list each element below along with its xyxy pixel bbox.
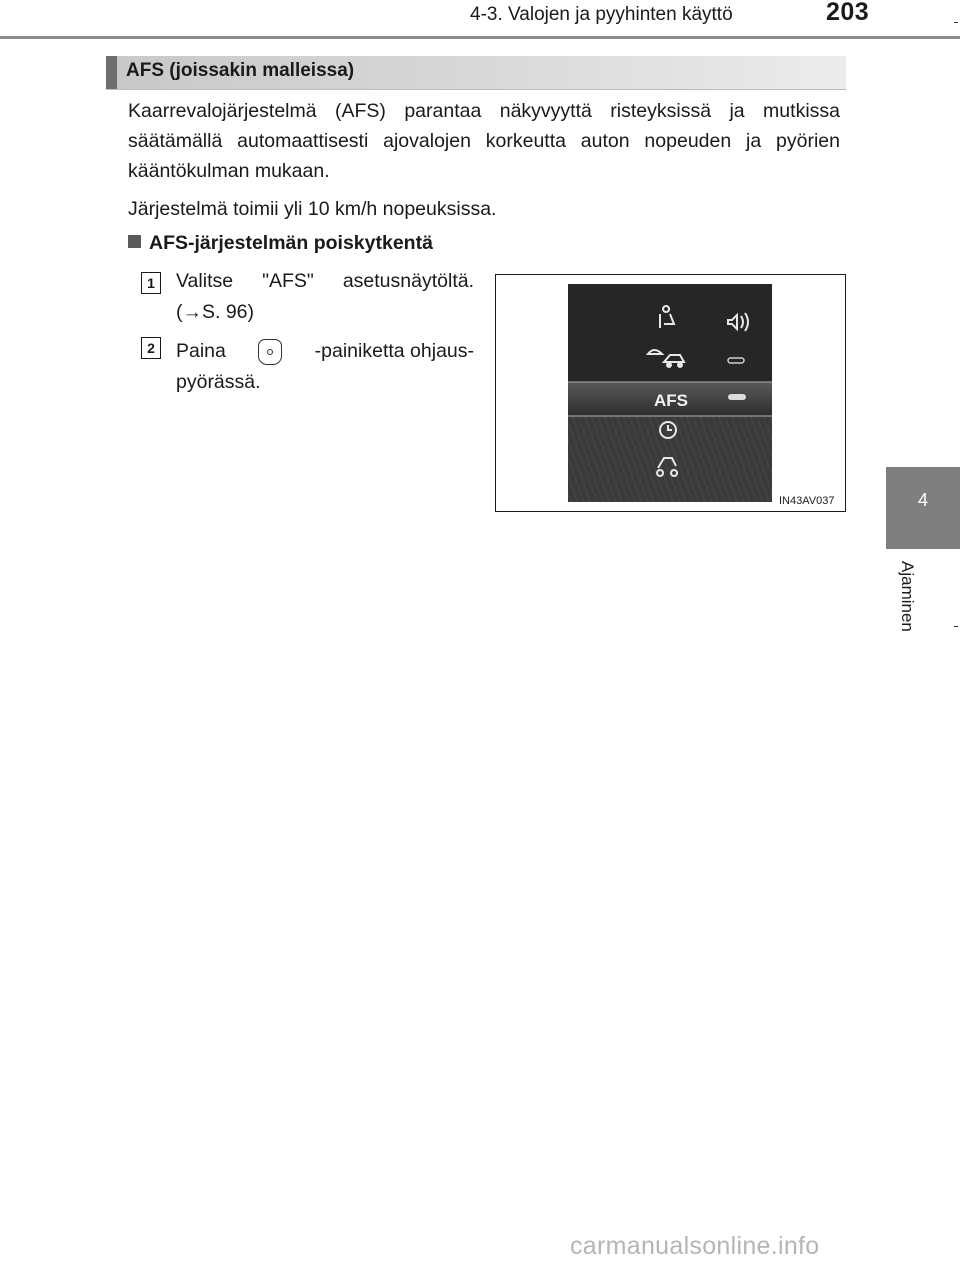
margin-tick-top <box>954 22 958 23</box>
step-2-line2: pyörässä. <box>176 371 261 393</box>
chapter-number: 4 <box>917 490 928 510</box>
figure-code: IN43AV037 <box>779 495 835 507</box>
step-1-text <box>176 266 474 328</box>
header-section-path: 4-3. Valojen ja pyyhinten käyttö <box>470 4 733 25</box>
subheading <box>128 232 433 255</box>
step-2-badge: 2 <box>141 337 161 359</box>
step-2-before-icon: Paina <box>176 340 226 362</box>
figure-box <box>495 274 846 512</box>
step-1-line2: (→S. 96) <box>176 301 255 323</box>
section-bar-accent <box>106 56 117 89</box>
display-screen-image <box>568 284 772 502</box>
subheading-text: AFS-järjestelmän poiskytkentä <box>149 232 433 254</box>
step-2-text <box>176 336 474 398</box>
step-1-line1: Valitse "AFS" asetusnäytöltä. <box>176 270 474 292</box>
page-number: 203 <box>826 0 870 26</box>
footer-watermark: carmanualsonline.info <box>570 1232 820 1260</box>
square-bullet-icon <box>128 235 141 248</box>
display-screen-svg <box>568 284 772 502</box>
afs-label: AFS <box>654 391 688 410</box>
speed-paragraph: Järjestelmä toimii yli 10 km/h nopeuksissa. <box>128 198 497 220</box>
chapter-tab <box>886 467 960 549</box>
section-title: AFS (joissakin malleissa) <box>126 60 355 81</box>
step-1-badge: 1 <box>141 272 161 294</box>
section-heading-bar <box>106 56 846 90</box>
header-rule <box>0 36 960 39</box>
margin-tick-middle <box>954 626 958 627</box>
intro-paragraph: Kaarrevalojärjestelmä (AFS) parantaa näkyvyyttä risteyksissä ja mutkissa säätämällä automaattisesti ajovalojen korkeutta auton nopeuden ja pyörien kääntökulman mukaan. <box>128 100 840 182</box>
step-2-after-icon: -painiketta ohjaus- <box>314 340 474 362</box>
chapter-label: Ajaminen <box>898 561 917 632</box>
steering-switch-button-icon <box>258 339 282 365</box>
